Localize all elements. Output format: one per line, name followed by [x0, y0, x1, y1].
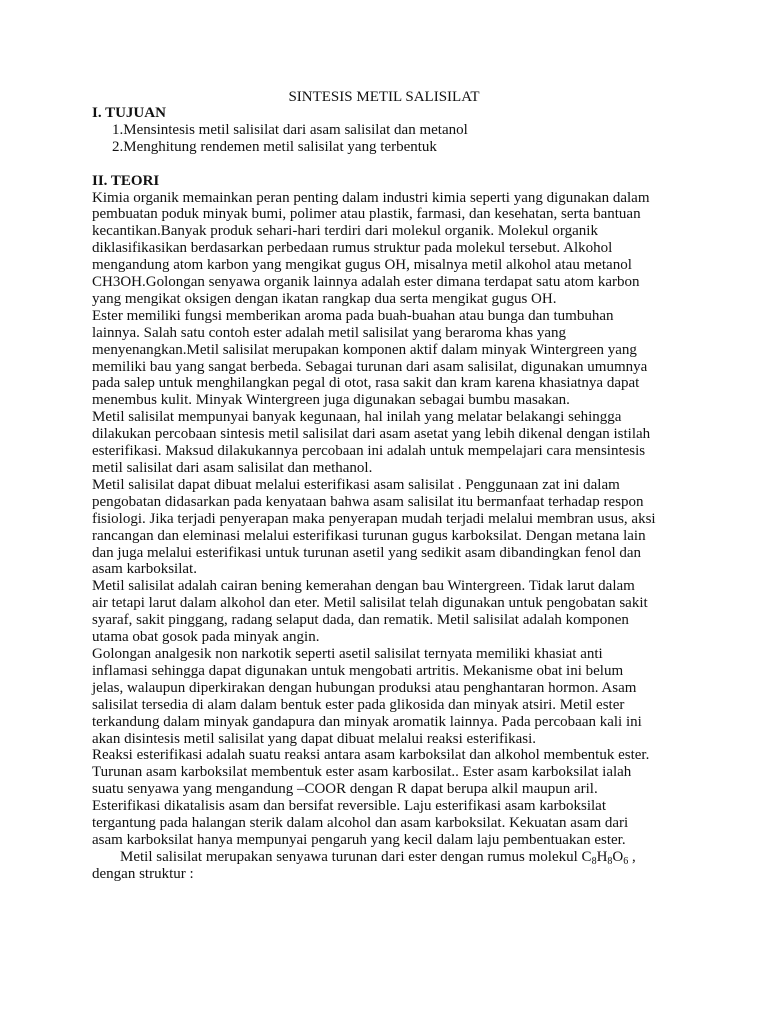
body-text-line: asam karboksilat. — [92, 561, 197, 578]
body-text-line: Metil salisilat dapat dibuat melalui esterifikasi asam salisilat . Penggunaan zat ini dalam — [92, 476, 620, 493]
formula-prefix: Metil salisilat merupakan senyawa turunan dari ester dengan rumus molekul — [120, 848, 582, 865]
body-text-line: pengobatan didasarkan pada kenyataan bahwa asam salisilat itu bermanfaat terhadap respon — [92, 493, 644, 510]
objective-item: 1.Mensintesis metil salisilat dari asam salisilat dan metanol — [112, 121, 468, 138]
formula-subscript: 8 — [591, 855, 597, 867]
formula-element: O — [612, 848, 624, 865]
body-text-line: salisilat tersedia di alam dalam bentuk ester pada glikosida dan minyak atsiri. Metil ester — [92, 696, 625, 713]
body-text-line: utama obat gosok pada minyak angin. — [92, 629, 320, 646]
formula-line — [92, 849, 682, 866]
formula-element: H — [596, 848, 608, 865]
section-heading-teori: II. TEORI — [92, 172, 160, 189]
document-title: SINTESIS METIL SALISILAT — [288, 89, 480, 105]
body-text-line: memiliki bau yang sangat berbeda. Sebagai turunan dari asam salisilat, digunakan umumnya — [92, 358, 648, 375]
body-text-line: Ester memiliki fungsi memberikan aroma pada buah-buahan atau bunga dan tumbuhan — [92, 307, 614, 324]
body-text-line: asam karboksilat hanya mempunyai pengaruh yang kecil dalam laju pembentuakan ester. — [92, 831, 626, 848]
body-text-line: akan disintesis metil salisilat yang dapat dibuat melalui reaksi esterifikasi. — [92, 730, 537, 747]
body-text-line: tergantung pada halangan sterik dalam alcohol dan asam karboksilat. Kekuatan asam dari — [92, 815, 629, 832]
body-text-line: menyenangkan.Metil salisilat merupakan komponen aktif dalam minyak Wintergreen yang — [92, 341, 637, 358]
body-text-line: menembus kulit. Minyak Wintergreen juga digunakan sebagai bumbu masakan. — [92, 392, 570, 409]
body-text-line: Turunan asam karboksilat membentuk ester asam karbosilat.. Ester asam karboksilat ialah — [92, 764, 632, 781]
section-spacer — [92, 156, 682, 173]
body-text-line: diklasifikasikan berdasarkan perbedaan rumus struktur pada molekul tersebut. Alkohol — [92, 240, 613, 257]
body-text-line: jelas, walaupun diperkirakan dengan hubungan produksi atau penghantaran hormon. Asam — [92, 679, 637, 696]
molecular-formula — [582, 849, 629, 865]
body-text-line: dan juga melalui esterifikasi untuk turunan asetil yang sedikit asam dibandingkan fenol dan — [92, 544, 642, 561]
formula-subscript: 6 — [623, 855, 629, 867]
body-text-line: syaraf, sakit pinggang, radang selaput dada, dan rematik. Metil salisilat adalah komponen — [92, 612, 629, 629]
formula-suffix: , — [628, 848, 636, 865]
body-text-line: suatu senyawa yang mengandung –COOR dengan R dapat berupa alkil maupun aril. — [92, 781, 598, 798]
formula-element: C — [581, 848, 592, 865]
body-text-line: Golongan analgesik non narkotik seperti asetil salisilat ternyata memiliki khasiat anti — [92, 645, 603, 662]
body-text-line: air tetapi larut dalam alkohol dan eter. Metil salisilat telah digunakan untuk pengobatan sakit — [92, 595, 648, 612]
body-text-line: lainnya. Salah satu contoh ester adalah metil salisilat yang beraroma khas yang — [92, 324, 567, 341]
formula-subscript: 8 — [607, 855, 613, 867]
body-text-line: kecantikan.Banyak produk sehari-hari terdiri dari molekul organik. Molekul organik — [92, 223, 598, 240]
body-text-line: pada salep untuk menghilangkan pegal di otot, rasa sakit dan kram karena khasiatnya dapat — [92, 375, 640, 392]
objective-item: 2.Menghitung rendemen metil salisilat yang terbentuk — [112, 138, 437, 155]
theory-paragraphs — [92, 190, 682, 849]
body-text-line: metil salisilat dari asam salisilat dan methanol. — [92, 460, 373, 477]
body-text-line: Metil salisilat mempunyai banyak kegunaan, hal inilah yang melatar belakangi sehingga — [92, 409, 622, 426]
body-text-line: Metil salisilat adalah cairan bening kemerahan dengan bau Wintergreen. Tidak larut dalam — [92, 578, 635, 595]
body-text-line: yang mengikat oksigen dengan ikatan rangkap dua serta mengikat gugus OH. — [92, 290, 557, 307]
body-text-line: pembuatan poduk minyak bumi, polimer atau plastik, farmasi, dan kesehatan, serta bantuan — [92, 206, 641, 223]
body-text-line: inflamasi sehingga dapat digunakan untuk mengobati artritis. Mekanisme obat ini belum — [92, 662, 624, 679]
body-text-line: Reaksi esterifikasi adalah suatu reaksi antara asam karboksilat dan alkohol membentuk ester. — [92, 747, 650, 764]
body-text-line: dilakukan percobaan sintesis metil salisilat dari asam asetat yang lebih dikenal dengan istilah — [92, 426, 651, 443]
structure-intro-line: dengan struktur : — [92, 865, 194, 882]
body-text-line: fisiologi. Jika terjadi penyerapan maka penyerapan mudah terjadi melalui membran usus, aksi — [92, 510, 656, 527]
body-text-line: CH3OH.Golongan senyawa organik lainnya adalah ester dimana terdapat satu atom karbon — [92, 274, 640, 291]
section-heading-tujuan: I. TUJUAN — [92, 105, 166, 121]
body-text-line: rancangan dan eleminasi melalui esterifikasi turunan gugus karboksilat. Dengan metana lain — [92, 527, 646, 544]
body-text-line: mengandung atom karbon yang mengikat gugus OH, misalnya metil alkohol atau metanol — [92, 257, 632, 274]
body-text-line: Esterifikasi dikatalisis asam dan bersifat reversible. Laju esterifikasi asam karboksilat — [92, 798, 606, 815]
body-text-line: Kimia organik memainkan peran penting dalam industri kimia seperti yang digunakan dalam — [92, 189, 650, 206]
body-text-line: terkandung dalam minyak gandapura dan minyak aromatik lainnya. Pada percobaan kali ini — [92, 713, 642, 730]
document-body — [92, 105, 682, 883]
body-text-line: esterifikasi. Maksud dilakukannya percobaan ini adalah untuk mempelajari cara mensintesis — [92, 443, 646, 460]
